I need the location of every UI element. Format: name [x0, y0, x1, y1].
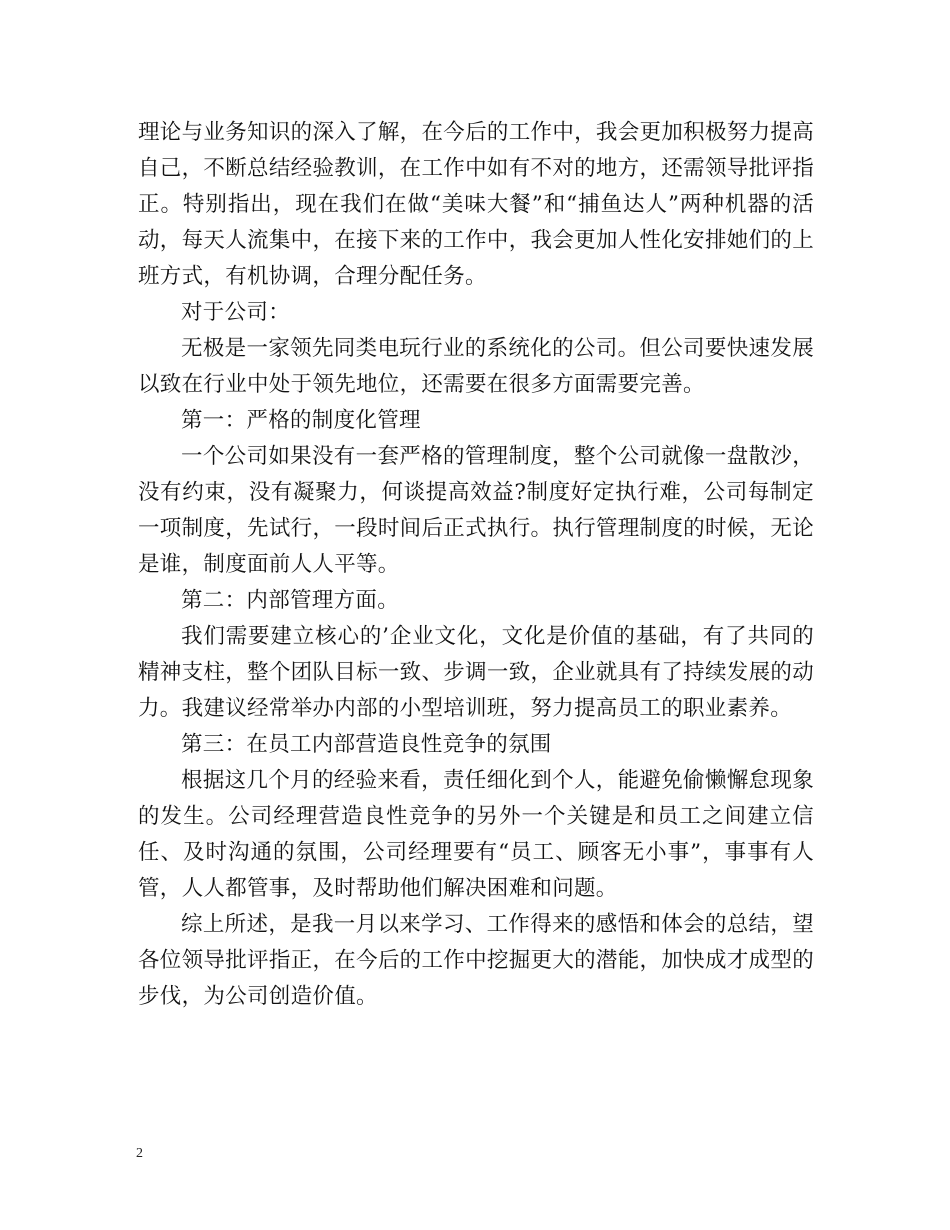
paragraph-point-two: 我们需要建立核心的’企业文化，文化是价值的基础，有了共同的精神支柱，整个团队目标一致、步调一致，企业就具有了持续发展的动力。我建议经常举办内部的小型培训班，努力提高员工的职业素养。	[138, 624, 814, 721]
section-heading-company: 对于公司：	[181, 300, 291, 325]
paragraph-continuation: 理论与业务知识的深入了解，在今后的工作中，我会更加积极努力提高自己，不断总结经验教训，在工作中如有不对的地方，还需领导批评指正。特别指出，现在我们在做“美味大餐”和“捕鱼达人”两种机器的活动，每天人流集中，在接下来的工作中，我会更加人性化安排她们的上班方式，有机协调，合理分配任务。	[138, 120, 814, 289]
paragraph-conclusion: 综上所述，是我一月以来学习、工作得来的感悟和体会的总结，望各位领导批评指正，在今后的工作中挖掘更大的潜能，加快成才成型的步伐，为公司创造价值。	[138, 912, 814, 1009]
heading-point-two: 第二：内部管理方面。	[181, 588, 400, 613]
paragraph-company-intro: 无极是一家领先同类电玩行业的系统化的公司。但公司要快速发展以致在行业中处于领先地位，还需要在很多方面需要完善。	[138, 336, 814, 397]
heading-point-three: 第三：在员工内部营造良性竞争的氛围	[181, 732, 552, 757]
paragraph-point-three: 根据这几个月的经验来看，责任细化到个人，能避免偷懒懈怠现象的发生。公司经理营造良性竞争的另外一个关键是和员工之间建立信任、及时沟通的氛围，公司经理要有“员工、顾客无小事”，事事有人管，人人都管事，及时帮助他们解决困难和问题。	[138, 768, 814, 901]
heading-point-one: 第一：严格的制度化管理	[181, 408, 421, 433]
document-body	[138, 115, 814, 1015]
page-number: 2	[136, 1146, 143, 1161]
paragraph-point-one: 一个公司如果没有一套严格的管理制度，整个公司就像一盘散沙，没有约束，没有凝聚力，何谈提高效益?制度好定执行难，公司每制定一项制度，先试行，一段时间后正式执行。执行管理制度的时候，无论是谁，制度面前人人平等。	[138, 444, 814, 577]
